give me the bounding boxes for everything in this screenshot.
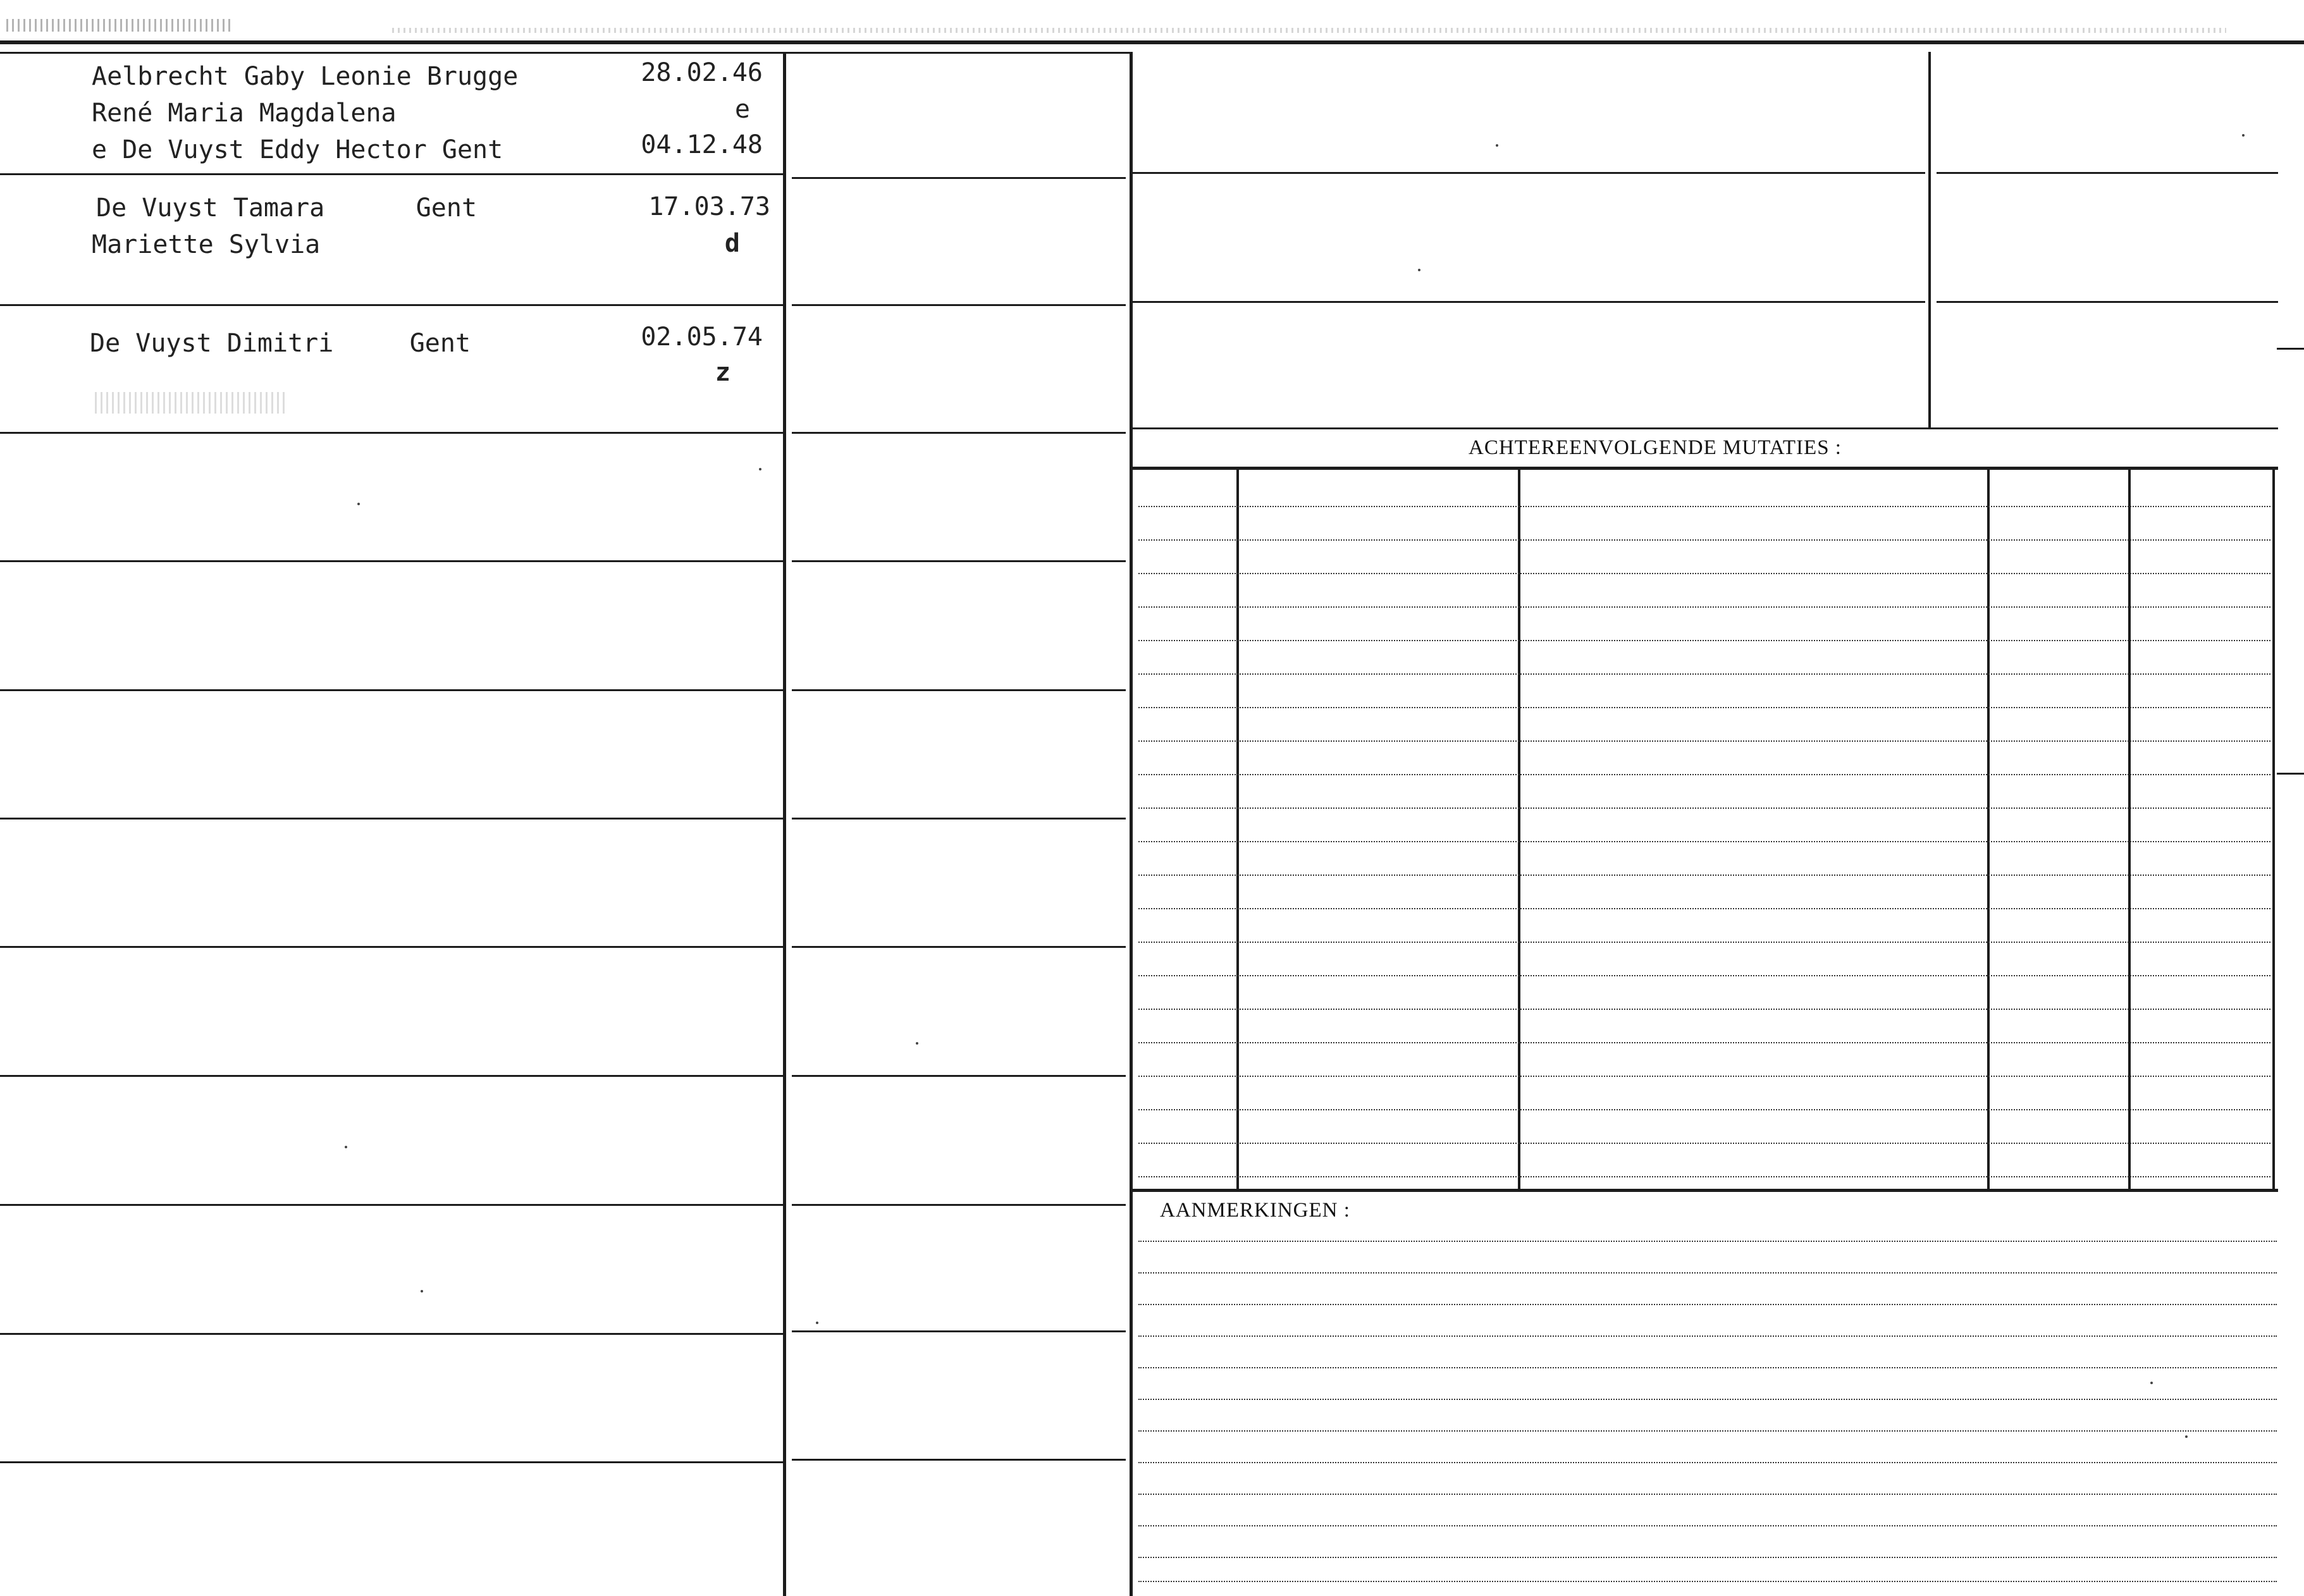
mutation-line (1138, 1009, 2270, 1010)
remarks-line (1138, 1430, 2277, 1432)
person-3-line-1: De Vuyst Dimitri Gent (90, 329, 471, 358)
box-divider (1937, 301, 2278, 303)
mutation-line (1138, 875, 2270, 876)
edge-mark (2277, 773, 2304, 775)
mutations-header: ACHTEREENVOLGENDE MUTATIES : (1469, 436, 1842, 459)
remarks-line (1138, 1272, 2277, 1274)
row-divider (792, 304, 1126, 306)
scan-speck (916, 1042, 918, 1045)
remarks-line (1138, 1241, 2277, 1242)
box-divider (1132, 427, 2278, 429)
remarks-line (1138, 1557, 2277, 1558)
mutation-line (1138, 573, 2270, 574)
column-rule (783, 52, 786, 1596)
remarks-line (1138, 1399, 2277, 1400)
mutations-top-rule (1132, 467, 2278, 470)
scan-speck (421, 1290, 423, 1292)
row-divider (792, 689, 1126, 691)
mutation-line (1138, 506, 2270, 507)
person-1-line-3: e De Vuyst Eddy Hector Gent (92, 135, 503, 164)
row-divider (792, 1075, 1126, 1077)
person-2-line-2: Mariette Sylvia (92, 230, 321, 259)
person-2-code: d (724, 229, 740, 258)
remarks-line (1138, 1335, 2277, 1337)
person-2-line-1: De Vuyst Tamara Gent (96, 193, 477, 223)
mutation-line (1138, 640, 2270, 641)
scan-speck (1496, 144, 1498, 147)
box-divider (1937, 172, 2278, 174)
mutation-line (1138, 841, 2270, 842)
remarks-line (1138, 1494, 2277, 1495)
row-divider (792, 1330, 1126, 1332)
scan-speck (1418, 269, 1420, 271)
person-1-birth-date: 28.02.46 (641, 58, 763, 87)
scan-speck (759, 468, 761, 470)
row-divider (792, 432, 1126, 434)
row-divider (0, 560, 783, 562)
person-1-line-1: Aelbrecht Gaby Leonie Brugge (92, 62, 519, 91)
mutation-line (1138, 707, 2270, 708)
mutation-line (1138, 673, 2270, 675)
row-divider (792, 1459, 1126, 1461)
scan-speck (345, 1146, 347, 1148)
box-divider (1132, 172, 1925, 174)
remarks-line (1138, 1304, 2277, 1305)
mutations-col-rule (1987, 470, 1990, 1189)
person-3-code: z (715, 358, 730, 387)
mutation-line (1138, 740, 2270, 742)
person-1-date-2: 04.12.48 (641, 130, 763, 159)
mutation-line (1138, 1076, 2270, 1077)
row-divider (0, 1461, 783, 1463)
remarks-line (1138, 1367, 2277, 1368)
row-divider (0, 1075, 783, 1077)
row-divider (792, 818, 1126, 819)
remarks-line (1138, 1581, 2277, 1582)
scan-speck (2242, 134, 2245, 137)
person-1-line-2: René Maria Magdalena (92, 99, 397, 128)
row-divider (0, 689, 783, 691)
mutation-line (1138, 774, 2270, 775)
row-divider (0, 304, 783, 306)
row-divider (0, 173, 783, 175)
person-1-code: e (734, 95, 750, 124)
top-border (0, 40, 2304, 44)
remarks-header: AANMERKINGEN : (1160, 1199, 1350, 1222)
row-divider (0, 946, 783, 948)
scan-speck (816, 1322, 818, 1324)
mutations-col-rule (2272, 470, 2275, 1189)
row-divider (792, 1204, 1126, 1206)
row-divider (0, 432, 783, 434)
mutation-line (1138, 807, 2270, 809)
scan-speck (2150, 1382, 2153, 1384)
row-divider (0, 818, 783, 819)
mutations-col-rule (1518, 470, 1520, 1189)
mutation-line (1138, 1176, 2270, 1177)
scan-speck (357, 503, 360, 505)
edge-mark (2277, 348, 2304, 350)
remarks-line (1138, 1462, 2277, 1463)
box-divider (1132, 301, 1925, 303)
mutations-col-rule (2128, 470, 2131, 1189)
row-divider (0, 52, 1131, 54)
row-divider (0, 1204, 783, 1206)
mutation-line (1138, 1042, 2270, 1043)
mutation-line (1138, 908, 2270, 909)
mutation-line (1138, 1109, 2270, 1110)
mutation-line (1138, 975, 2270, 976)
mutations-bottom-rule (1132, 1189, 2278, 1192)
row-divider (0, 1333, 783, 1335)
person-2-birth-date: 17.03.73 (648, 192, 770, 221)
scan-speck (2185, 1435, 2188, 1438)
box-rule (1928, 52, 1931, 429)
mutations-col-rule (1236, 470, 1239, 1189)
mutation-line (1138, 942, 2270, 943)
mutation-line (1138, 1143, 2270, 1144)
row-divider (792, 177, 1126, 179)
row-divider (792, 560, 1126, 562)
column-rule (1130, 52, 1133, 1596)
mutation-line (1138, 606, 2270, 608)
mutation-line (1138, 539, 2270, 541)
remarks-line (1138, 1525, 2277, 1526)
scan-artifact (6, 19, 234, 32)
scan-artifact (392, 28, 2226, 33)
row-divider (792, 946, 1126, 948)
person-3-birth-date: 02.05.74 (641, 322, 763, 352)
scan-artifact (95, 392, 285, 414)
